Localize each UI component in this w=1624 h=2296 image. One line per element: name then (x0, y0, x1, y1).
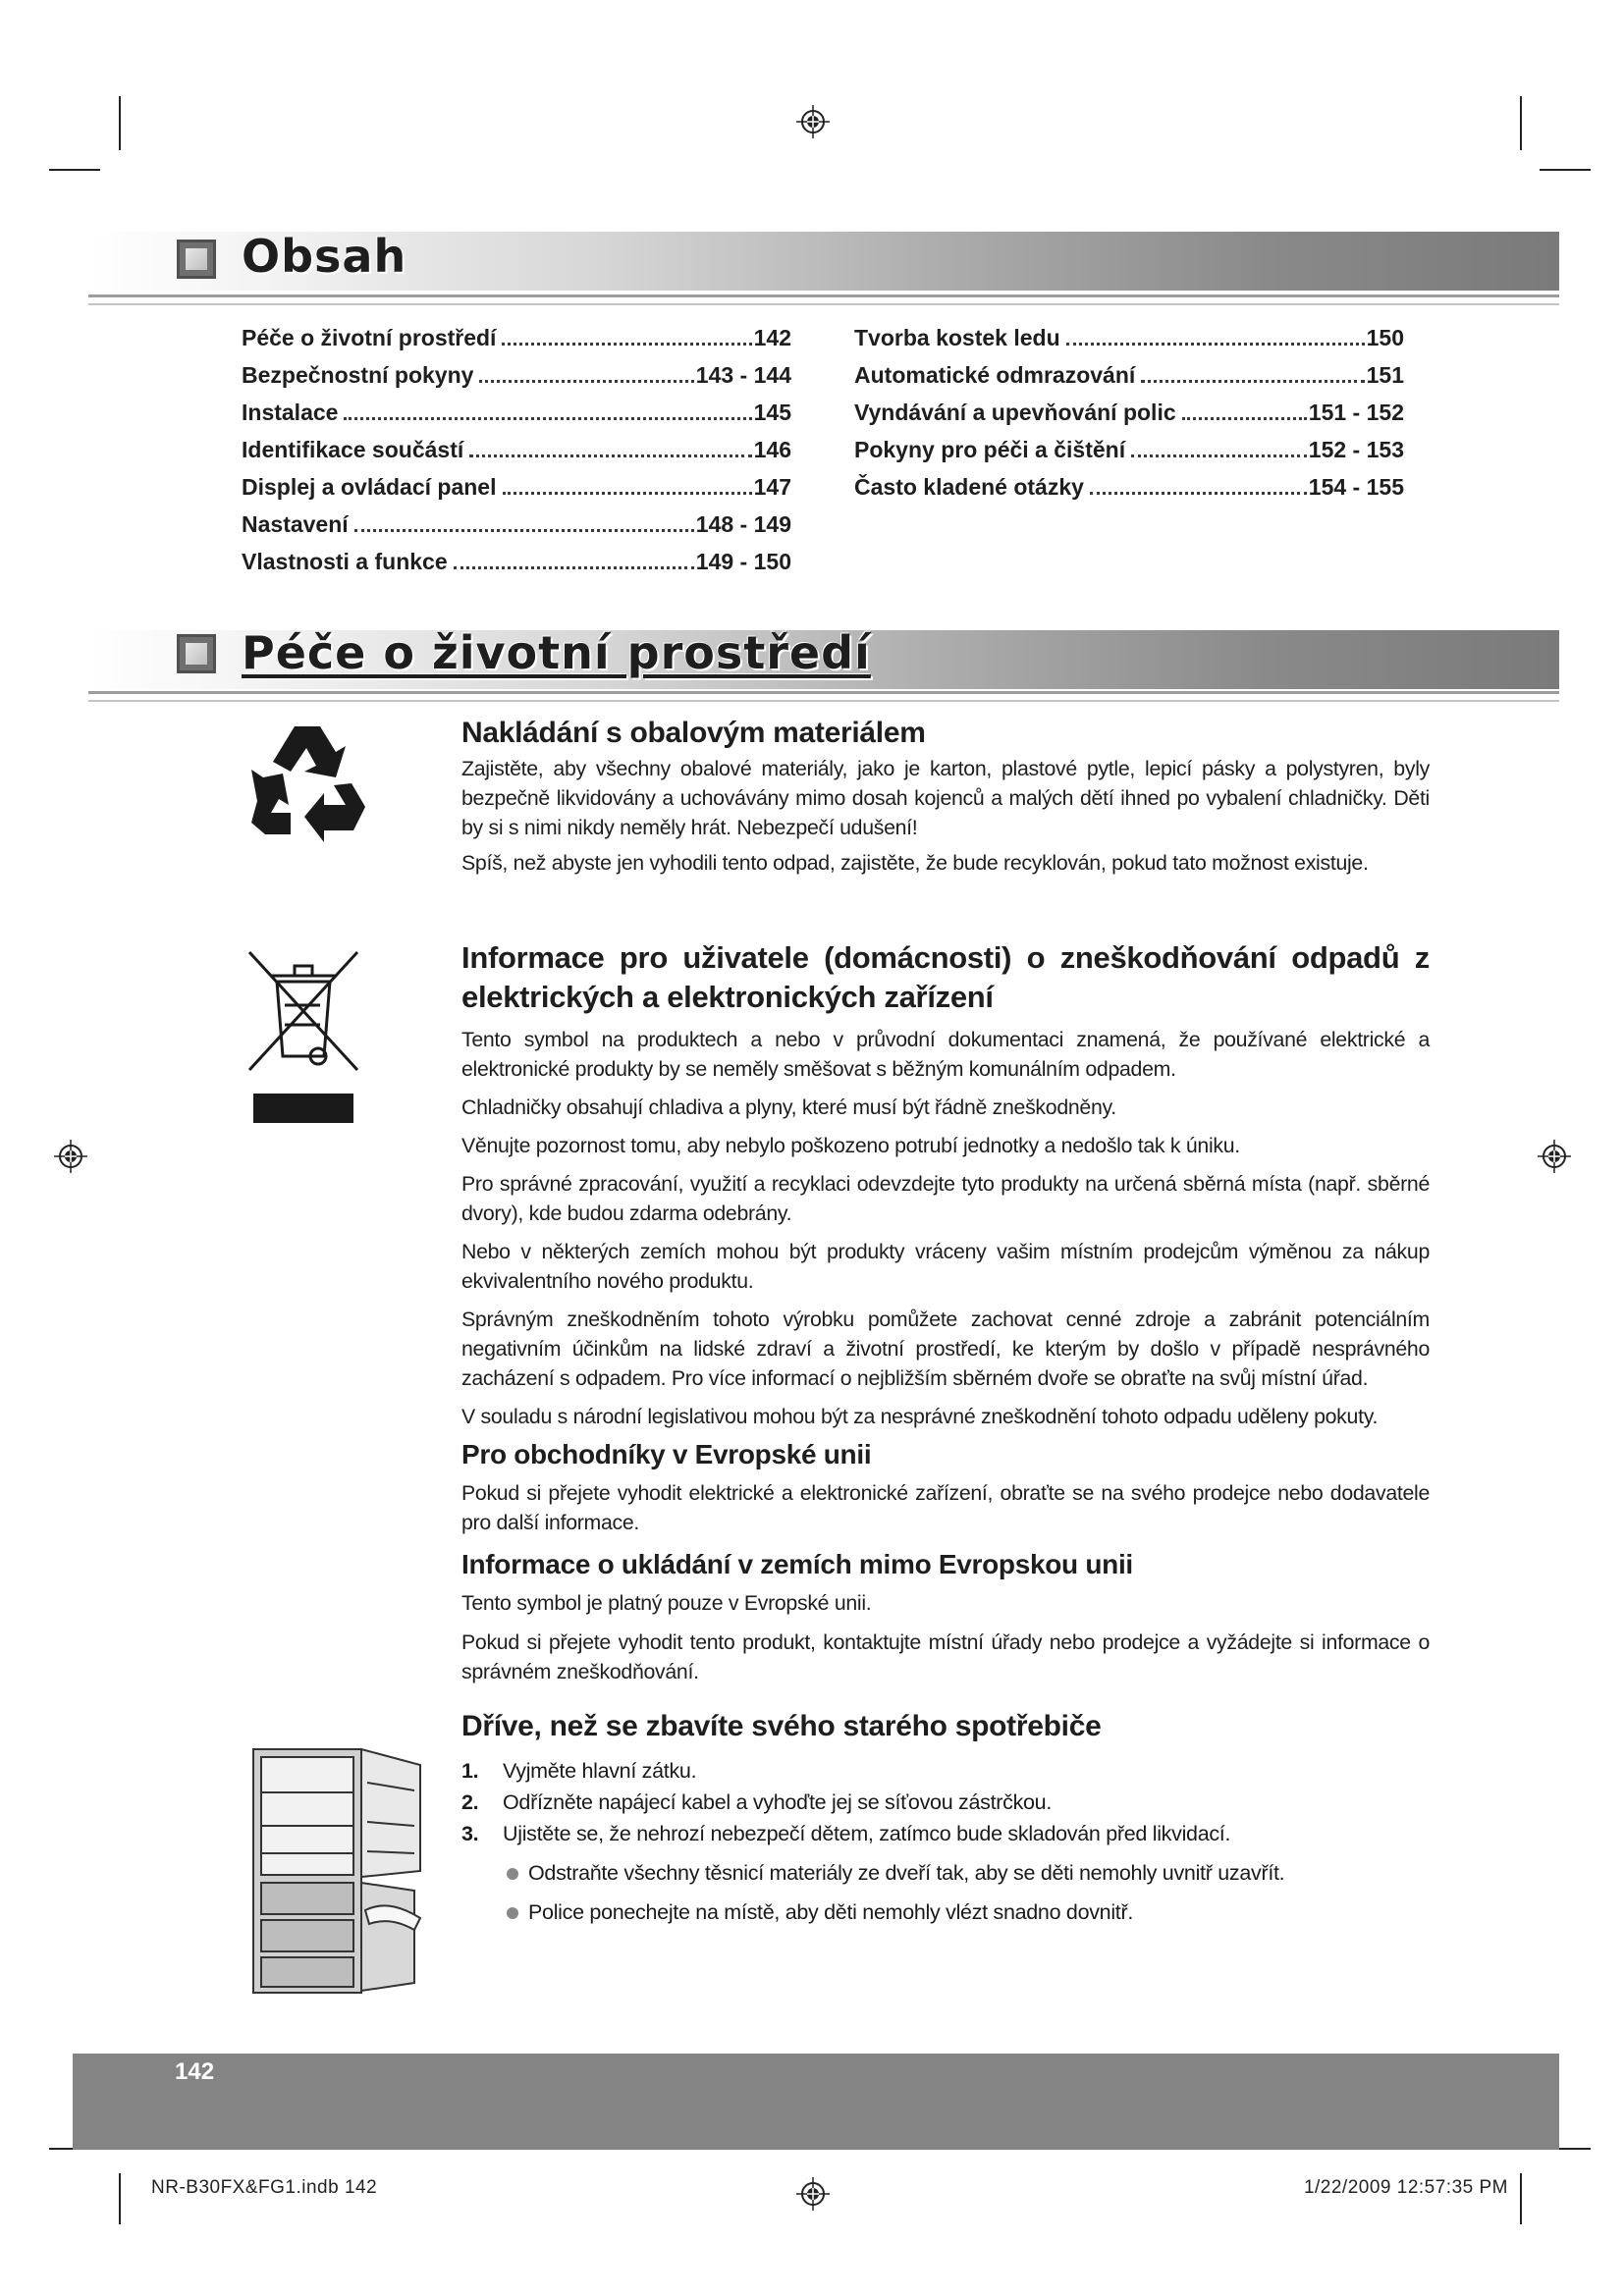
environment-title: Péče o životní prostředí (242, 626, 871, 679)
toc-entry-title: Tvorba kostek ledu (854, 325, 1060, 350)
toc-leader-dots (1066, 343, 1365, 346)
fridge-illustration (247, 1743, 428, 1999)
toc-entry-title: Nastavení (242, 511, 349, 537)
packaging-section (461, 715, 1430, 878)
print-slug-right: 1/22/2009 12:57:35 PM (1303, 2177, 1508, 2198)
header-square-icon (177, 634, 216, 673)
header-rule (88, 294, 1559, 297)
print-slug-left: NR-B30FX&FG1.indb 142 (151, 2177, 378, 2198)
outside-eu-heading: Informace o ukládání v zemích mimo Evropskou unii (461, 1549, 1133, 1579)
toc-entry-title: Pokyny pro péči a čištění (854, 437, 1126, 462)
toc-entry-page: 146 (753, 437, 791, 462)
toc-leader-dots (354, 529, 694, 532)
weee-paragraph: Správným zneškodněním tohoto výrobku pomůžete zachovat cenné zdroje a zabránit potenciálním negativním účinkům na lidské zdraví a životní prostředí, ke kterým by došlo v případě nesprávného zacházení s odpadem. Pro více informací o nejbližším sběrném dvoře se obraťte na svůj místní úřad. (461, 1308, 1430, 1390)
toc-leader-dots (469, 454, 751, 457)
packaging-paragraph: Spíš, než abyste jen vyhodili tento odpad, zajistěte, že bude recyklován, pokud tato možnost existuje. (461, 851, 1369, 875)
dealers-paragraph: Pokud si přejete vyhodit elektrické a elektronické zařízení, obraťte se na svého prodejce nebo dodavatele pro další informace. (461, 1481, 1430, 1534)
crossed-bin-icon (245, 946, 361, 1125)
toc-entry (242, 437, 791, 474)
bullet-text: Police ponechejte na místě, aby děti nemohly vlézt snadno dovnitř. (528, 1900, 1134, 1924)
packaging-paragraph: Zajistěte, aby všechny obalové materiály, jako je karton, plastové pytle, lepicí pásky a polystyren, byly bezpečně likvidovány a uchovávány mimo dosah kojenců a malých dětí ihned po vybalení chladničky. Děti by si s nimi nikdy neměly hrát. Nebezpečí udušení! (461, 757, 1430, 839)
weee-paragraph: Pro správné zpracování, využití a recyklaci odevzdejte tyto produkty na určená sběrná místa (např. sběrné dvory), kde budou zdarma odebrány. (461, 1172, 1430, 1225)
toc-entry (242, 511, 791, 549)
outside-eu-paragraph: Tento symbol je platný pouze v Evropské unii. (461, 1591, 872, 1615)
toc-entry-page: 151 - 152 (1308, 400, 1404, 425)
bullet-dot-icon (507, 1907, 518, 1919)
toc-entry-title: Instalace (242, 400, 339, 425)
toc-leader-dots (503, 492, 752, 495)
toc-entry-title: Vyndávání a upevňování polic (854, 400, 1176, 425)
weee-paragraphs (461, 1025, 1430, 1431)
header-rule (88, 700, 1559, 702)
toc-entry (854, 362, 1404, 400)
crop-mark (49, 169, 100, 171)
toc-entry-page: 148 - 149 (695, 511, 791, 537)
footer-bar (73, 2054, 1559, 2150)
toc-entry-title: Automatické odmrazování (854, 362, 1136, 388)
toc-entry-page: 154 - 155 (1308, 474, 1404, 500)
registration-mark-icon (54, 1140, 87, 1173)
crop-mark (1520, 2173, 1522, 2224)
toc-entry-title: Vlastnosti a funkce (242, 549, 448, 574)
registration-mark-icon (796, 2177, 830, 2211)
step-item (461, 1755, 1430, 1787)
weee-paragraph: Nebo v některých zemích mohou být produkty vráceny vašim místním prodejcům výměnou za nákup ekvivalentního nového produktu. (461, 1240, 1430, 1293)
step-number: 1. (461, 1759, 479, 1783)
old-appliance-steps (461, 1755, 1430, 1849)
weee-heading: Informace pro uživatele (domácnosti) o zneškodňování odpadů z elektrických a elektronických zařízení (461, 940, 1430, 1014)
toc-entry (242, 362, 791, 400)
toc-left-column (242, 325, 791, 586)
toc-entry (242, 400, 791, 437)
bullet-item (507, 1893, 1430, 1932)
registration-mark-icon (1538, 1140, 1571, 1173)
step-number: 3. (461, 1822, 479, 1845)
toc-entry (854, 325, 1404, 362)
toc-entry (242, 474, 791, 511)
weee-section (461, 938, 1430, 1932)
registration-mark-icon (796, 105, 830, 138)
toc-leader-dots (479, 380, 693, 383)
toc-entry (242, 325, 791, 362)
toc-leader-dots (1141, 380, 1364, 383)
weee-paragraph: Věnujte pozornost tomu, aby nebylo poškozeno potrubí jednotky a nedošlo tak k úniku. (461, 1134, 1240, 1157)
toc-leader-dots (454, 566, 694, 569)
toc-entry-page: 150 (1366, 325, 1404, 350)
header-rule (88, 691, 1559, 694)
step-text: Odřízněte napájecí kabel a vyhoďte jej se síťovou zástrčkou. (503, 1790, 1053, 1814)
toc-entry (242, 549, 791, 586)
crop-mark (1520, 96, 1522, 150)
dealers-heading: Pro obchodníky v Evropské unii (461, 1439, 872, 1469)
toc-entry-page: 149 - 150 (695, 549, 791, 574)
step-text: Vyjměte hlavní zátku. (503, 1759, 697, 1783)
toc-leader-dots (1090, 492, 1307, 495)
toc-entry-page: 151 (1366, 362, 1404, 388)
toc-leader-dots (1182, 417, 1307, 420)
weee-paragraph: Chladničky obsahují chladiva a plyny, které musí být řádně zneškodněny. (461, 1095, 1116, 1119)
toc-entry-title: Často kladené otázky (854, 474, 1084, 500)
old-appliance-bullets (461, 1853, 1430, 1932)
toc-entry (854, 437, 1404, 474)
crop-mark (119, 2173, 121, 2224)
toc-title: Obsah (242, 230, 407, 283)
bullet-item (507, 1853, 1430, 1893)
step-item (461, 1787, 1430, 1818)
toc-leader-dots (1131, 454, 1307, 457)
toc-entry (854, 400, 1404, 437)
toc-entry-page: 152 - 153 (1308, 437, 1404, 462)
packaging-heading: Nakládání s obalovým materiálem (461, 717, 926, 749)
toc-right-column (854, 325, 1404, 511)
toc-entry-title: Identifikace součástí (242, 437, 464, 462)
toc-entry-page: 145 (753, 400, 791, 425)
header-rule (88, 303, 1559, 305)
toc-entry-page: 147 (753, 474, 791, 500)
step-item (461, 1818, 1430, 1849)
crop-mark (1540, 169, 1591, 171)
toc-entry-title: Péče o životní prostředí (242, 325, 497, 350)
toc-leader-dots (502, 343, 751, 346)
toc-entry-title: Bezpečnostní pokyny (242, 362, 474, 388)
bullet-text: Odstraňte všechny těsnicí materiály ze dveří tak, aby se děti nemohly uvnitř uzavřít. (528, 1861, 1285, 1885)
toc-entry (854, 474, 1404, 511)
toc-leader-dots (344, 417, 751, 420)
weee-paragraph: V souladu s národní legislativou mohou být za nesprávné zneškodnění tohoto odpadu uděleny pokuty. (461, 1405, 1379, 1428)
page-number: 142 (175, 2058, 215, 2085)
crop-mark (119, 96, 121, 150)
recycle-icon (244, 721, 371, 844)
old-appliance-heading: Dříve, než se zbavíte svého starého spotřebiče (461, 1710, 1102, 1742)
bullet-dot-icon (507, 1868, 518, 1880)
toc-entry-page: 142 (753, 325, 791, 350)
header-square-icon (177, 240, 216, 279)
step-text: Ujistěte se, že nehrozí nebezpečí dětem, zatímco bude skladován před likvidací. (503, 1822, 1231, 1845)
weee-paragraph: Tento symbol na produktech a nebo v průvodní dokumentaci znamená, že používané elektrické a elektronické produkty by se neměly směšovat s běžným komunálním odpadem. (461, 1028, 1430, 1081)
outside-eu-paragraph: Pokud si přejete vyhodit tento produkt, kontaktujte místní úřady nebo prodejce a vyžádejte si informace o správném zneškodňování. (461, 1630, 1430, 1683)
toc-entry-title: Displej a ovládací panel (242, 474, 497, 500)
toc-entry-page: 143 - 144 (695, 362, 791, 388)
step-number: 2. (461, 1790, 479, 1814)
